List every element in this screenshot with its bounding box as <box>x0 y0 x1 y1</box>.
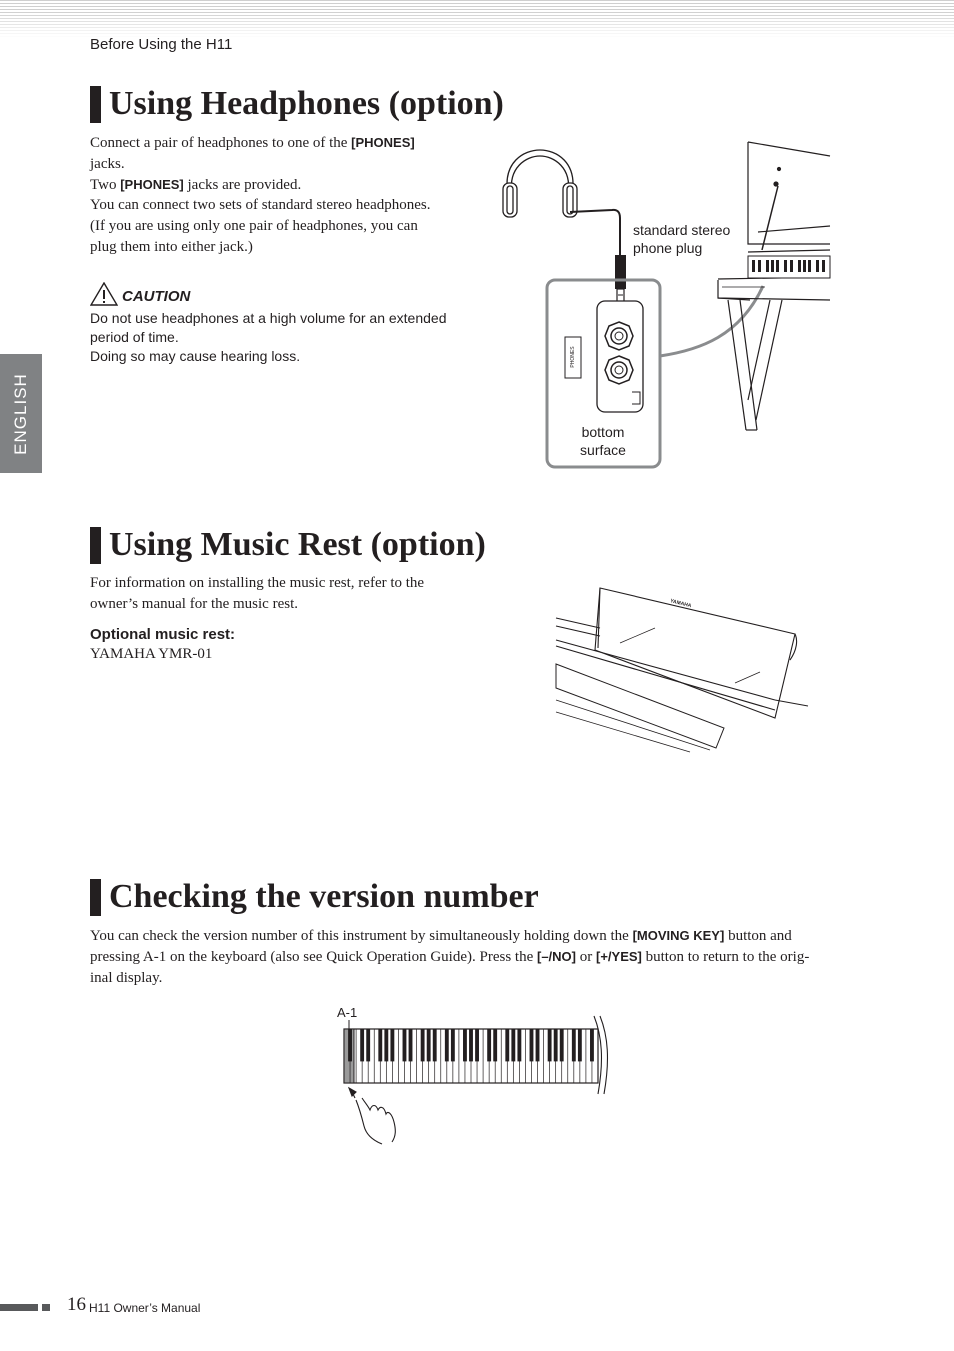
black-key <box>409 1029 413 1061</box>
header-stripes <box>0 0 954 38</box>
black-key <box>487 1029 491 1061</box>
black-key <box>366 1029 370 1061</box>
music-rest-figure <box>552 583 812 753</box>
text-run: You can check the version number of this instrument by simultaneously holding down the <box>90 928 633 944</box>
title-bar <box>90 86 101 123</box>
phones-key-ref: [PHONES] <box>120 176 184 192</box>
pointing-hand-icon <box>349 1088 395 1144</box>
heading-version: Checking the version number <box>109 878 539 915</box>
moving-key-ref: [MOVING KEY] <box>632 928 725 943</box>
black-key <box>348 1029 352 1061</box>
text-run: button to return to the orig- <box>641 948 810 965</box>
plug-label <box>633 221 730 257</box>
black-key <box>578 1029 582 1061</box>
black-key <box>427 1029 431 1061</box>
language-tab-label: ENGLISH <box>11 373 30 455</box>
a1-key-label: A-1 <box>337 1005 358 1020</box>
black-key <box>384 1029 388 1061</box>
headphones-body <box>90 133 460 258</box>
manual-name: H11 Owner’s Manual <box>89 1301 201 1315</box>
text-run: pressing A-1 on the keyboard (also see Quick Operation Guide). Press the <box>90 948 537 965</box>
text-line: surface <box>580 442 626 458</box>
black-key <box>548 1029 552 1061</box>
music-rest-model: YAMAHA YMR-01 <box>90 646 213 662</box>
title-bar <box>90 527 101 564</box>
yes-key-ref: [+/YES] <box>595 948 642 964</box>
phones-key-ref: [PHONES] <box>351 135 415 150</box>
text-line: You can connect two sets of standard stereo headphones. <box>90 197 431 214</box>
text-line: plug them into either jack.) <box>90 238 253 255</box>
piano-keys-icon <box>748 256 830 278</box>
black-key <box>475 1029 479 1061</box>
footer-bar <box>0 1304 38 1311</box>
text-run: Two <box>90 176 121 193</box>
text-line: Do not use headphones at a high volume for an extended <box>90 310 447 326</box>
text-line: inal display. <box>90 969 163 986</box>
black-key <box>530 1029 534 1061</box>
running-head: Before Using the H11 <box>90 36 233 53</box>
black-key <box>536 1029 540 1061</box>
black-key <box>590 1029 594 1061</box>
black-key <box>451 1029 455 1061</box>
bottom-surface-label <box>568 423 638 459</box>
section-title-headphones <box>90 84 504 124</box>
page-number: 16 <box>67 1294 86 1315</box>
title-bar <box>90 879 101 916</box>
black-key <box>554 1029 558 1061</box>
black-key <box>463 1029 467 1061</box>
keyboard-figure <box>335 1010 615 1150</box>
text-run: or <box>575 948 596 965</box>
warning-triangle-icon <box>90 282 118 306</box>
text-line: standard stereo <box>633 222 731 238</box>
section-title-version <box>90 877 539 917</box>
optional-music-rest-label: Optional music rest: <box>90 626 236 643</box>
text-run: Connect a pair of headphones to one of the <box>90 135 352 151</box>
black-key <box>421 1029 425 1061</box>
black-key <box>378 1029 382 1061</box>
black-key <box>390 1029 394 1061</box>
text-line: owner’s manual for the music rest. <box>90 595 299 612</box>
jack-icon <box>605 322 633 350</box>
black-keys <box>348 1029 594 1061</box>
footer-square <box>42 1304 50 1311</box>
text-line: For information on installing the music rest, refer to the <box>90 575 425 591</box>
text-line: bottom <box>581 424 625 440</box>
black-key <box>360 1029 364 1061</box>
text-run: button and <box>724 928 792 944</box>
rest-brand-text: YAMAHA <box>669 598 692 610</box>
connector-line <box>660 286 763 356</box>
piano-side-icon <box>718 142 830 430</box>
text-line: (If you are using only one pair of headphones, you can <box>90 218 418 235</box>
music-rest-body <box>90 573 470 615</box>
caution-body <box>90 309 470 366</box>
phones-panel-label: PHONES <box>570 346 576 368</box>
version-body <box>90 926 880 988</box>
black-key <box>445 1029 449 1061</box>
black-key <box>505 1029 509 1061</box>
jack-icon <box>605 356 633 384</box>
section-title-music-rest <box>90 525 486 565</box>
black-key <box>493 1029 497 1061</box>
heading-headphones: Using Headphones (option) <box>109 85 504 122</box>
black-key <box>403 1029 407 1061</box>
black-key <box>511 1029 515 1061</box>
language-tab <box>0 354 42 473</box>
black-key <box>433 1029 437 1061</box>
headphones-icon <box>503 150 577 217</box>
headphones-figure <box>495 138 835 473</box>
text-run: jacks are provided. <box>183 176 302 193</box>
black-key <box>469 1029 473 1061</box>
text-line: Doing so may cause hearing loss. <box>90 348 301 364</box>
black-key <box>560 1029 564 1061</box>
text-line: period of time. <box>90 329 179 345</box>
black-key <box>517 1029 521 1061</box>
text-line: jacks. <box>90 155 125 172</box>
black-key <box>572 1029 576 1061</box>
text-line: phone plug <box>633 240 703 256</box>
caution-label: CAUTION <box>122 288 191 305</box>
no-key-ref: [–/NO] <box>536 948 576 964</box>
heading-music-rest: Using Music Rest (option) <box>109 526 486 563</box>
